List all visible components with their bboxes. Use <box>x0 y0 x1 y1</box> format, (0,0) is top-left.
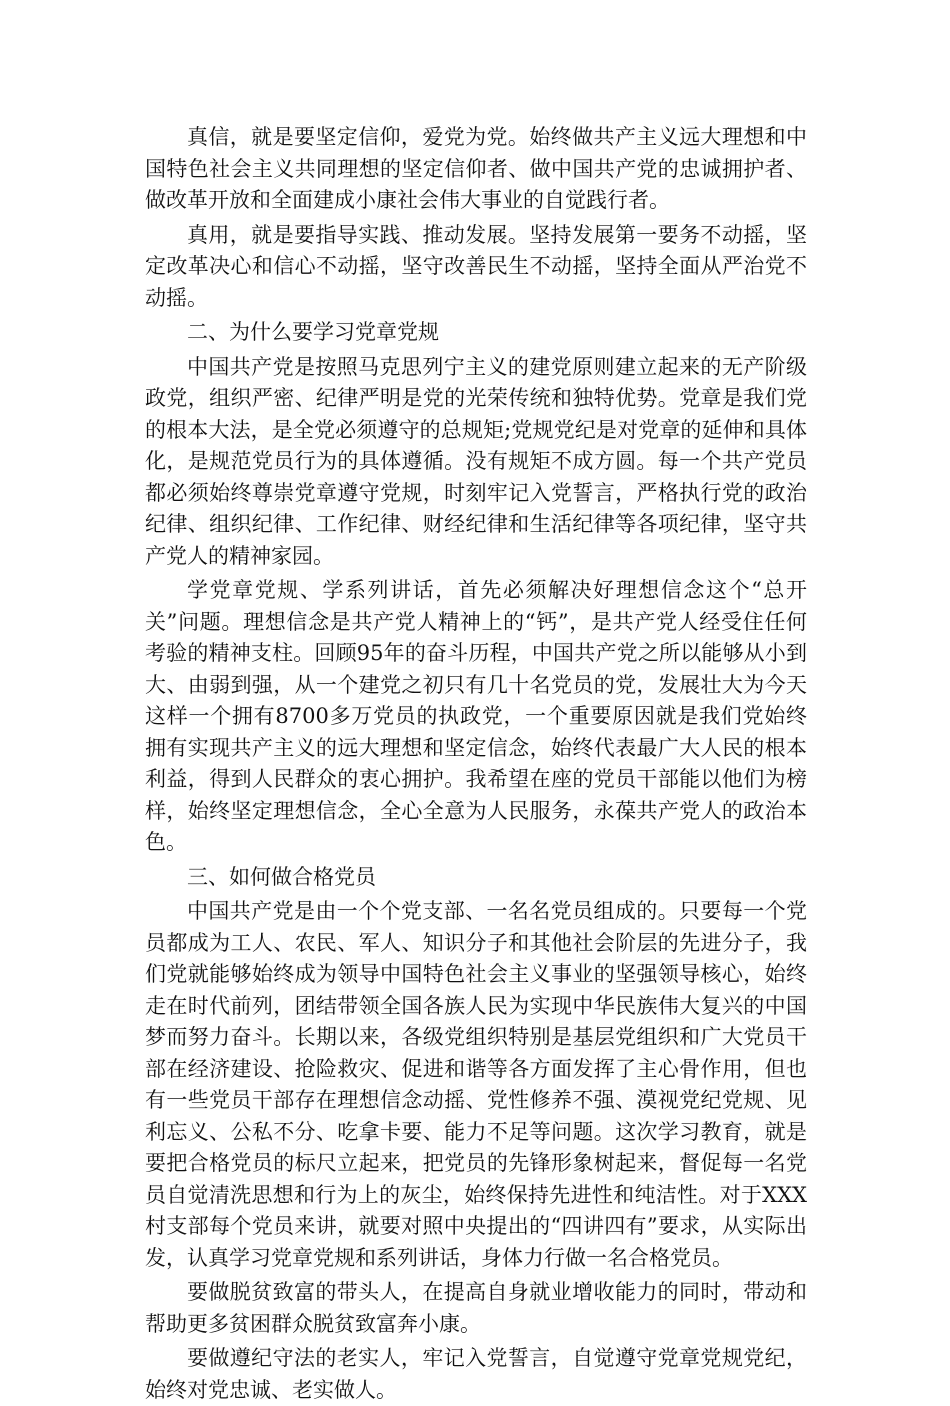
paragraph-qualified-member: 中国共产党是由一个个党支部、一名名党员组成的。只要每一个党员都成为工人、农民、军人、知识分子和其他社会阶层的先进分子，我们党就能够始终成为领导中国特色社会主义事业的坚强领导核心，始终走在时代前列，团结带领全国各族人民为实现中华民族伟大复兴的中国梦而努力奋斗。长期以来，各级党组织特别是基层党组织和广大党员干部在经济建设、抢险救灾、促进和谐等各方面发挥了主心骨作用，但也有一些党员干部存在理想信念动摇、党性修养不强、漠视党纪党规、见利忘义、公私不分、吃拿卡要、能力不足等问题。这次学习教育，就是要把合格党员的标尺立起来，把党员的先锋形象树起来，督促每一名党员自觉清洗思想和行为上的灰尘，始终保持先进性和纯洁性。对于XXX村支部每个党员来讲，就要对照中央提出的“四讲四有”要求，从实际出发，认真学习党章党规和系列讲话，身体力行做一名合格党员。 <box>145 899 807 1270</box>
document-body <box>145 122 807 1406</box>
section-heading-2: 二、为什么要学习党章党规 <box>187 320 439 344</box>
paragraph-zhenyong: 真用，就是要指导实践、推动发展。坚持发展第一要务不动摇，坚定改革决心和信心不动摇，坚守改善民生不动摇，坚持全面从严治党不动摇。 <box>145 222 807 310</box>
paragraph-zhenxin: 真信，就是要坚定信仰，爱党为党。始终做共产主义远大理想和中国特色社会主义共同理想的坚定信仰者、做中国共产党的忠诚拥护者、做改革开放和全面建成小康社会伟大事业的自觉践行者。 <box>145 125 807 212</box>
paragraph-party-principles: 中国共产党是按照马克思列宁主义的建党原则建立起来的无产阶级政党，组织严密、纪律严明是党的光荣传统和独特优势。党章是我们党的根本大法，是全党必须遵守的总规矩;党规党纪是对党章的延伸和具体化，是规范党员行为的具体遵循。没有规矩不成方圆。每一个共产党员都必须始终尊崇党章遵守党规，时刻牢记入党誓言，严格执行党的政治纪律、组织纪律、工作纪律、财经纪律和生活纪律等各项纪律，坚守共产党人的精神家园。 <box>145 354 807 568</box>
section-heading-3: 三、如何做合格党员 <box>187 864 376 889</box>
paragraph-law-abiding: 要做遵纪守法的老实人，牢记入党誓言，自觉遵守党章党规党纪，始终对党忠诚、老实做人。 <box>145 1346 807 1402</box>
paragraph-poverty-leader: 要做脱贫致富的带头人，在提高自身就业增收能力的同时，带动和帮助更多贫困群众脱贫致富奔小康。 <box>145 1280 807 1336</box>
paragraph-ideals-beliefs: 学党章党规、学系列讲话，首先必须解决好理想信念这个“总开关”问题。理想信念是共产党人精神上的“钙”，是共产党人经受住任何考验的精神支柱。回顾95年的奋斗历程，中国共产党之所以能够从小到大、由弱到强，从一个建党之初只有几十名党员的党，发展壮大为今天这样一个拥有8700多万党员的执政党，一个重要原因就是我们党始终拥有实现共产主义的远大理想和坚定信念，始终代表最广大人民的根本利益，得到人民群众的衷心拥护。我希望在座的党员干部能以他们为榜样，始终坚定理想信念，全心全意为人民服务，永葆共产党人的政治本色。 <box>145 578 807 854</box>
